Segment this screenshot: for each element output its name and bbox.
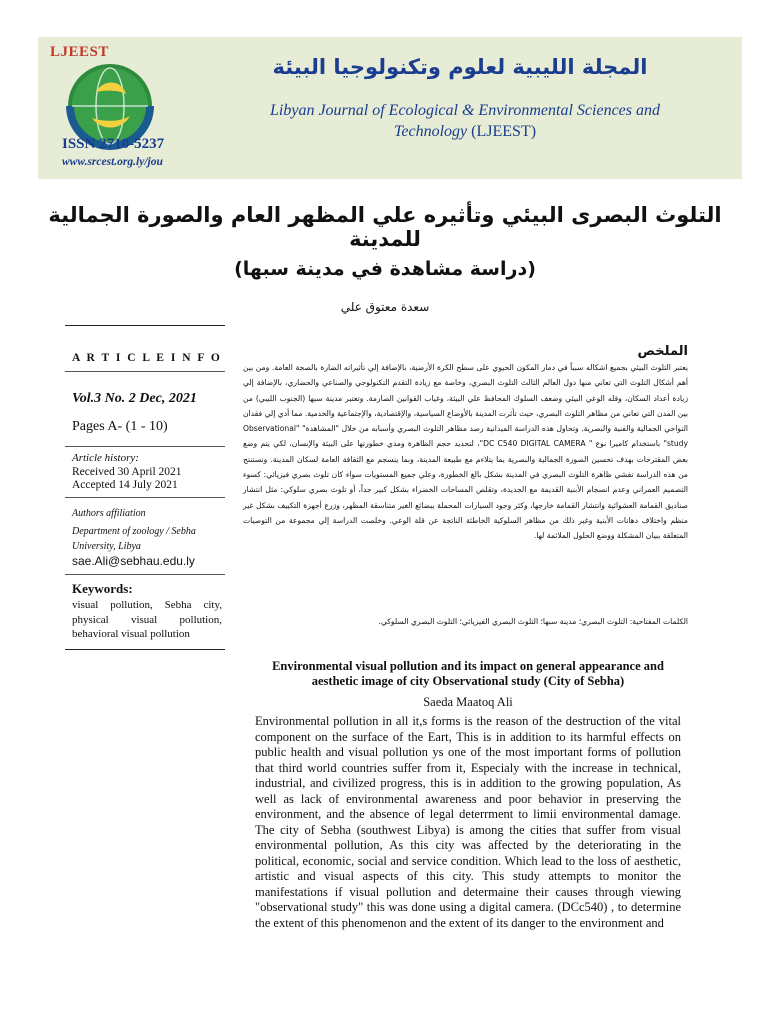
accepted-date: Accepted 14 July 2021	[72, 479, 178, 491]
journal-logo-text: LJEEST	[50, 44, 109, 60]
abstract-body-arabic: يعتبر التلوث البيئي بجميع اشكاله سبباً في دمار المكون الحيوي على سطح الكرة الأرضية، بالإضافة إلي تأثيراته الضارة بالصحة العامة. ومن بين أهم أشكال التلوث التي تعاني منها دول العالم الثالث التلوث البصري، وخاصة مع زيادة التقدم التكنولوجي والصناعي والحضاري، بالإضافة إلي زيادة أعداد السكان، وقله الوعي البيئي وضعف السلوك المحافظ علي البيئة، وغياب القوانين الصارمة. وتعتبر مدينة سبها (الجنوب الليبي) من بين المدن التي تعاني من مظاهر التلوث البصري، حيث تأثرت المدينة بالأوضاع السياسية، والإقتصادية، والإجتماعية والخدمية. مما أدي إلي فقدان النواحي الجمالية والفنية والبصرية. وتحاول هذه الدراسة الميدانية رصد مظاهر التلوث البصري وأسبابه من خلال "المشاهدة" "Observational study" باستخدام كاميرا نوع " DC C540 DIGITAL CAMERA"، لتحديد حجم الظاهرة ومدي خطورتها على البيئة والإنسان، لكي يتم وضع بعض المقترحات بهدف تحسين الصورة الجمالية والبصرية بما يتلاءم مع طبيعة المدينة، وبما ينسجم مع الثقافة العامة لسكان المدينة. ونستنتج من هذه الدراسة تفشي ظاهرة التلوث البصري في المدينة بشكل بالغ الخطورة، وعلي جميع المستويات سواء كان تلوث بصري فيزيائي: كسوء التصميم العمراني وعدم انسجام الأبنية القديمة مع الجديدة، وتقلص المساحات الخضراء بشكل كبير جداً، أو تلوث بصري سلوكي: مثل انتشار صناديق القمامة العشوائية وانتشار القمامة خارجها، وكثر وجود السيارات المحملة ببضائع الغير متناسقة المظهر، وزرع أجهزة التكييف بشكل غير منظم واختلاف دهانات الأبنية وغير ذلك من مظاهر السلوكية الخاطئة الناتجة عن قلة الوعي. وخلصت الدراسة إلي مجموعة من التوصيات المتعلقة ببيان المشكلة ووضع الحلول الملائمة لها.	[243, 363, 688, 541]
divider	[65, 497, 225, 498]
divider	[65, 325, 225, 326]
received-date: Received 30 April 2021	[72, 466, 182, 478]
pages-info: Pages A- (1 - 10)	[72, 419, 168, 434]
keywords-arabic: الكلمات المفتاحية: التلوث البصري؛ مدينة سبها؛ التلوث البصري الفيزيائي؛ التلوث البصري السلوكي.	[378, 617, 688, 626]
article-history-label: Article history:	[72, 452, 139, 464]
journal-website-link[interactable]: www.srcest.org.ly/jou	[62, 156, 163, 168]
journal-title-english-text: Libyan Journal of Ecological & Environmental Sciences and Technology	[270, 102, 660, 140]
journal-title-arabic: المجلة الليبية لعلوم وتكنولوجيا البيئة	[272, 55, 648, 79]
divider	[65, 446, 225, 447]
author-email-link[interactable]: sae.Ali@sebhau.edu.ly	[72, 554, 195, 568]
journal-title-english	[270, 100, 660, 142]
divider	[65, 649, 225, 650]
keywords-list: visual pollution, Sebha city, physical visual pollution, behavioral visual pollution	[72, 599, 222, 640]
volume-info: Vol.3 No. 2 Dec, 2021	[72, 391, 197, 406]
article-title-arabic: التلوث البصرى البيئي وتأثيره علي المظهر العام والصورة الجمالية للمدينة	[48, 203, 722, 251]
keywords-label: Keywords:	[72, 581, 133, 596]
article-title-english: Environmental visual pollution and its impact on general appearance and aesthetic image of city Observational study (City of Sebha)	[272, 659, 664, 688]
article-subtitle-arabic: (دراسة مشاهدة في مدينة سبها)	[234, 258, 536, 280]
affiliation-label: Authors affiliation	[72, 508, 146, 519]
affiliation-text: Department of zoology / Sebha University, Libya	[72, 526, 196, 552]
divider	[65, 574, 225, 575]
article-info-heading: A R T I C L E I N F O	[72, 352, 222, 364]
author-name-english: Saeda Maatoq Ali	[423, 695, 513, 709]
journal-issn: ISSN 2710-5237	[62, 136, 165, 152]
journal-abbreviation: (LJEEST)	[471, 123, 537, 140]
divider	[65, 371, 225, 372]
abstract-heading-arabic: الملخص	[637, 344, 688, 359]
abstract-body-english: Environmental pollution in all it,s forms is the reason of the destruction of the vital component on the surface of the Eart, This is in addition to its harmful effects on public health and visual pollution ys one of the most important forms of pollution that third world countries suffer from it, Especialy with the increase in technical, industrial, and civilized progress, this is in addition to the growing population, As well as lack of environmental awareness and poor behavior in preserving the environment, and the absence of legal deterrment to limii environmental damage. The city of Sebha (southwest Libya) is among the cities that suffer from visual environmental pollution, As this city was affected by the deteriorating in the political, economic, social and service condition. Which lead to the loss of aesthetic, artistic and visual aspects of this city. This study attempts to monitor the manifestations if visual pollution and determaine their causes through viewing "observational study" this was done using a digital camera. (DCc540) , to determine the extent of this phenomenon and the extent of its danger to the environment and	[255, 714, 681, 930]
author-name-arabic: سعدة معتوق علي	[340, 300, 430, 314]
